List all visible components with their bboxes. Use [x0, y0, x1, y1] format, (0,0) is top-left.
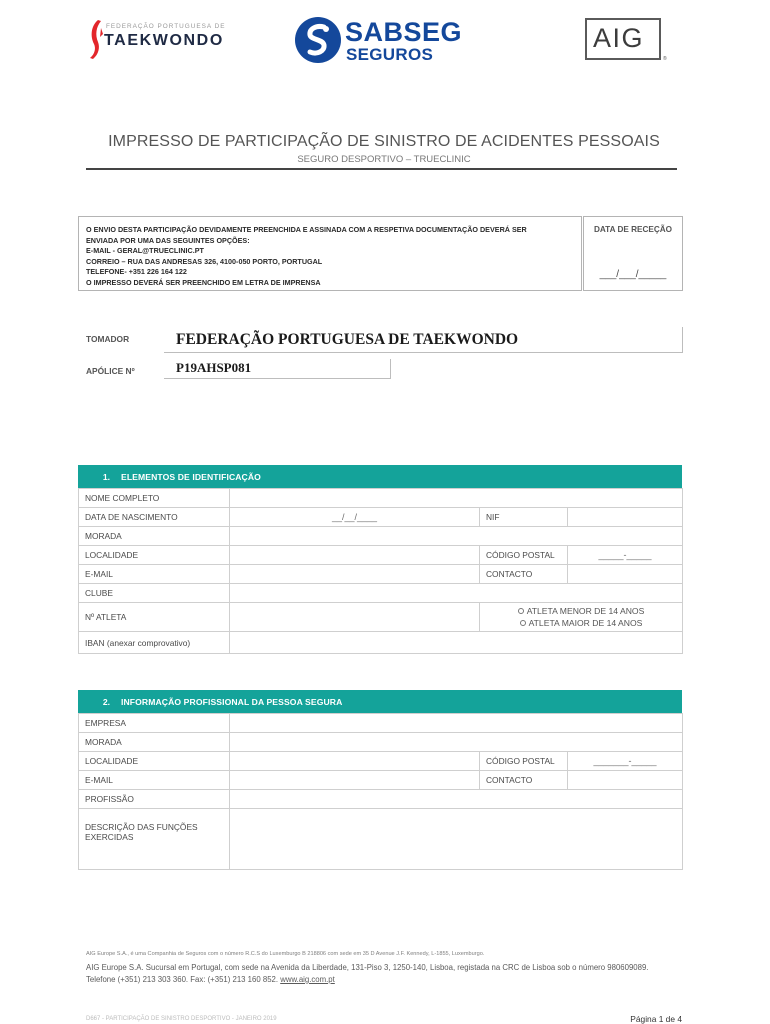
section-identification: [78, 465, 682, 654]
section-header: [78, 690, 682, 713]
form-row-empresa: [79, 714, 683, 733]
reception-date-label: DATA DE RECEÇÃO: [593, 225, 673, 234]
taekwondo-logo-name: TAEKWONDO: [104, 32, 224, 49]
field-input-codigo-postal[interactable]: _____-_____: [568, 546, 683, 565]
form-row-data-de-nascimento: [79, 508, 683, 527]
athlete-over-14-option[interactable]: [486, 617, 676, 630]
form-title: IMPRESSO DE PARTICIPAÇÃO DE SINISTRO DE ACIDENTES PESSOAIS: [108, 133, 660, 150]
field-input-localidade[interactable]: [230, 546, 480, 565]
section-header: [78, 465, 682, 488]
reception-date-box[interactable]: [583, 216, 683, 291]
aig-logo-name: AIG: [593, 23, 645, 53]
field-label-clube: CLUBE: [79, 584, 230, 603]
field-input-morada[interactable]: [230, 527, 683, 546]
tomador-label: TOMADOR: [86, 334, 130, 344]
instruction-mail-line: CORREIO – RUA DAS ANDRESAS 326, 4100-050 PORTO, PORTUGAL: [86, 256, 323, 266]
reception-date-field[interactable]: ___/___/_____: [599, 269, 667, 280]
form-row-localidade: [79, 752, 683, 771]
sabseg-logo-name: SABSEG: [345, 17, 463, 47]
aig-website-link[interactable]: www.aig.com.pt: [280, 975, 335, 984]
field-label-empresa: EMPRESA: [79, 714, 230, 733]
field-input-descricao-das-funcoes-exercidas[interactable]: [230, 809, 683, 870]
field-label-codigo-postal: CÓDIGO POSTAL: [480, 752, 568, 771]
field-label-contacto: CONTACTO: [480, 771, 568, 790]
footer-contact-line: [86, 975, 335, 984]
form-row-localidade: [79, 546, 683, 565]
field-input-nome-completo[interactable]: [230, 489, 683, 508]
aig-logo: [585, 18, 665, 62]
field-label-descricao-das-funcoes-exercidas: DESCRIÇÃO DAS FUNÇÕES EXERCIDAS: [79, 809, 230, 870]
page-number: Página 1 de 4: [630, 1014, 682, 1024]
radio-icon[interactable]: [518, 608, 524, 614]
field-label-e-mail: E-MAIL: [79, 771, 230, 790]
option-label: ATLETA MENOR DE 14 ANOS: [526, 605, 645, 616]
section-title: ELEMENTOS DE IDENTIFICAÇÃO: [121, 471, 261, 482]
field-label-localidade: LOCALIDADE: [79, 546, 230, 565]
title-divider: [86, 168, 677, 170]
field-label-codigo-postal: CÓDIGO POSTAL: [480, 546, 568, 565]
field-label-profissao: PROFISSÃO: [79, 790, 230, 809]
field-input-localidade[interactable]: [230, 752, 480, 771]
form-row-e-mail: [79, 565, 683, 584]
instruction-phone-line: TELEFONE- +351 226 164 122: [86, 267, 187, 277]
form-row-e-mail: [79, 771, 683, 790]
section-title: INFORMAÇÃO PROFISSIONAL DA PESSOA SEGURA: [121, 696, 343, 707]
instruction-line: O ENVIO DESTA PARTICIPAÇÃO DEVIDAMENTE PREENCHIDA E ASSINADA COM A RESPETIVA DOCUMENTAÇÃO DEVERÁ SER: [86, 225, 527, 234]
option-label: ATLETA MAIOR DE 14 ANOS: [528, 618, 643, 628]
submission-instructions: [78, 216, 582, 291]
field-input-e-mail[interactable]: [230, 771, 480, 790]
section-professional-info: [78, 690, 682, 870]
field-input-nif[interactable]: [568, 508, 683, 527]
instruction-line: ENVIADA POR UMA DAS SEGUINTES OPÇÕES:: [86, 235, 250, 245]
field-input-contacto[interactable]: [568, 565, 683, 584]
field-label-localidade: LOCALIDADE: [79, 752, 230, 771]
field-input-n-atleta[interactable]: [230, 603, 480, 632]
field-label-e-mail: E-MAIL: [79, 565, 230, 584]
field-label-morada: MORADA: [79, 527, 230, 546]
field-label-n-atleta: Nº ATLETA: [79, 603, 230, 632]
instruction-email-line: E-MAIL - GERAL@TRUECLINIC.PT: [86, 246, 204, 256]
field-input-codigo-postal[interactable]: _______-_____: [568, 752, 683, 771]
field-input-e-mail[interactable]: [230, 565, 480, 584]
field-input-iban-anexar-comprovativo[interactable]: [230, 632, 683, 654]
form-row-iban-anexar-comprovativo: [79, 632, 683, 654]
field-input-data-de-nascimento[interactable]: __/__/____: [230, 508, 480, 527]
sabseg-emblem-icon: [293, 15, 343, 65]
footer-branch-line: AIG Europe S.A. Sucursal em Portugal, com sede na Avenida da Liberdade, 131-Piso 3, 1250-140, Lisboa, registada na CRC de Lisboa sob o número 980609089.: [86, 963, 649, 972]
radio-icon[interactable]: [520, 620, 526, 626]
field-input-morada[interactable]: [230, 733, 683, 752]
tomador-field[interactable]: FEDERAÇÃO PORTUGUESA DE TAEKWONDO: [164, 327, 683, 353]
identification-table: [78, 488, 683, 654]
professional-info-table: [78, 713, 683, 870]
sabseg-logo: [293, 15, 473, 67]
sabseg-logo-subtitle: SEGUROS: [346, 45, 434, 64]
field-input-empresa[interactable]: [230, 714, 683, 733]
field-label-data-de-nascimento: DATA DE NASCIMENTO: [79, 508, 230, 527]
field-label-nome-completo: NOME COMPLETO: [79, 489, 230, 508]
footer-phone-fax: Telefone (+351) 213 303 360. Fax: (+351) 213 160 852.: [86, 975, 281, 984]
form-code: D667 - PARTICIPAÇÃO DE SINISTRO DESPORTIVO - JANEIRO 2019: [86, 1016, 277, 1022]
form-row-morada: [79, 527, 683, 546]
section-number: 1.: [102, 471, 110, 482]
apolice-field[interactable]: P19AHSP081: [164, 359, 391, 379]
apolice-label: APÓLICE Nº: [86, 366, 135, 376]
form-row-descricao-das-funcoes-exercidas: [79, 809, 683, 870]
instruction-line: O IMPRESSO DEVERÁ SER PREENCHIDO EM LETRA DE IMPRENSA: [86, 277, 321, 287]
form-row-n-atleta: [79, 603, 683, 632]
field-input-clube[interactable]: [230, 584, 683, 603]
field-label-iban-anexar-comprovativo: IBAN (anexar comprovativo): [79, 632, 230, 654]
taekwondo-federation-logo: [86, 18, 226, 62]
aig-trademark-mark: ®: [663, 56, 667, 62]
athlete-under-14-option[interactable]: [486, 605, 676, 618]
form-row-morada: [79, 733, 683, 752]
field-label-contacto: CONTACTO: [480, 565, 568, 584]
section-number: 2.: [102, 696, 110, 707]
field-label-morada: MORADA: [79, 733, 230, 752]
footer-legal-line: AIG Europe S.A., é uma Companhia de Seguros com o número R.C.S do Luxemburgo B 218806 com sede em 35 D Avenue J.F. Kennedy, L-1855, Luxemburgo.: [86, 951, 485, 957]
taekwondo-logo-caption: FEDERAÇÃO PORTUGUESA DE: [106, 23, 226, 30]
form-row-profissao: [79, 790, 683, 809]
athlete-age-options: [480, 603, 683, 632]
field-input-contacto[interactable]: [568, 771, 683, 790]
field-label-nif: NIF: [480, 508, 568, 527]
form-row-clube: [79, 584, 683, 603]
form-subtitle: SEGURO DESPORTIVO – TRUECLINIC: [297, 154, 471, 165]
form-row-nome-completo: [79, 489, 683, 508]
field-input-profissao[interactable]: [230, 790, 683, 809]
